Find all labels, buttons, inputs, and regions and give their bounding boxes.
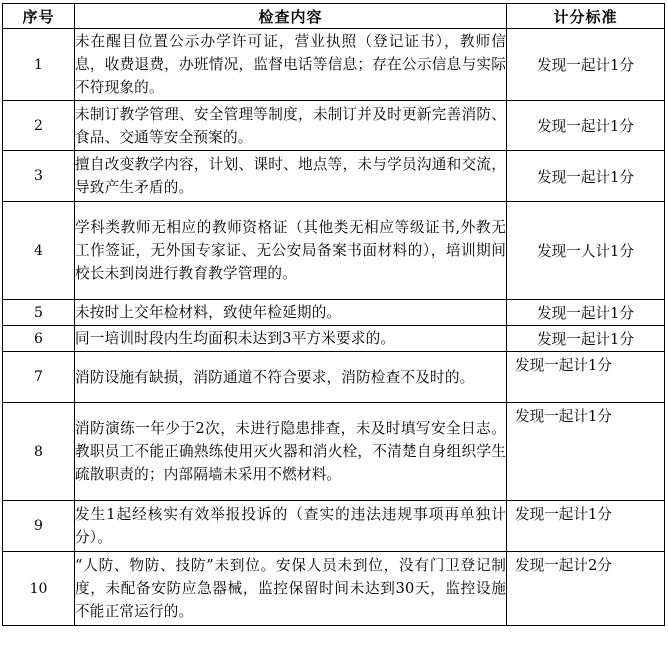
row-seq: 6 bbox=[3, 326, 75, 352]
header-score: 计分标准 bbox=[507, 4, 665, 29]
row-score: 发现一起计2分 bbox=[507, 552, 665, 626]
table-row bbox=[3, 151, 665, 202]
row-content: 未制订教学管理、安全管理等制度，未制订并及时更新完善消防、食品、交通等安全预案的。 bbox=[75, 101, 507, 151]
table-row bbox=[3, 29, 665, 101]
row-content: 擅自改变教学内容，计划、课时、地点等，未与学员沟通和交流，导致产生矛盾的。 bbox=[75, 151, 507, 202]
table-row bbox=[3, 101, 665, 151]
table-row bbox=[3, 552, 665, 626]
row-content: 发生1起经核实有效举报投诉的（查实的违法违规事项再单独计分）。 bbox=[75, 501, 507, 552]
row-seq: 4 bbox=[3, 202, 75, 300]
row-score: 发现一起计1分 bbox=[507, 403, 665, 501]
row-content: “人防、物防、技防”未到位。安保人员未到位，没有门卫登记制度，未配备安防应急器械，监控保留时间未达到30天，监控设施不能正常运行的。 bbox=[75, 552, 507, 626]
table-header-row bbox=[3, 4, 665, 29]
table-row bbox=[3, 326, 665, 352]
row-content: 同一培训时段内生均面积未达到3平方米要求的。 bbox=[75, 326, 507, 352]
row-seq: 1 bbox=[3, 29, 75, 101]
row-score: 发现一起计1分 bbox=[507, 101, 665, 151]
row-seq: 8 bbox=[3, 403, 75, 501]
header-content: 检查内容 bbox=[75, 4, 507, 29]
inspection-table bbox=[2, 3, 665, 626]
row-seq: 5 bbox=[3, 300, 75, 326]
row-score: 发现一起计1分 bbox=[507, 501, 665, 552]
row-seq: 10 bbox=[3, 552, 75, 626]
row-score: 发现一起计1分 bbox=[507, 300, 665, 326]
row-seq: 9 bbox=[3, 501, 75, 552]
row-seq: 7 bbox=[3, 352, 75, 403]
row-content: 消防设施有缺损，消防通道不符合要求，消防检查不及时的。 bbox=[75, 352, 507, 403]
row-score: 发现一起计1分 bbox=[507, 151, 665, 202]
row-content: 未按时上交年检材料，致使年检延期的。 bbox=[75, 300, 507, 326]
row-seq: 2 bbox=[3, 101, 75, 151]
row-content: 学科类教师无相应的教师资格证（其他类无相应等级证书,外教无工作签证，无外国专家证、无公安局备案书面材料的），培训期间校长未到岗进行教育教学管理的。 bbox=[75, 202, 507, 300]
row-score: 发现一起计1分 bbox=[507, 29, 665, 101]
table-row bbox=[3, 202, 665, 300]
header-seq: 序号 bbox=[3, 4, 75, 29]
table-row bbox=[3, 501, 665, 552]
table-row bbox=[3, 300, 665, 326]
row-score: 发现一人计1分 bbox=[507, 202, 665, 300]
table-row bbox=[3, 403, 665, 501]
row-score: 发现一起计1分 bbox=[507, 352, 665, 403]
row-score: 发现一起计1分 bbox=[507, 326, 665, 352]
row-content: 未在醒目位置公示办学许可证，营业执照（登记证书），教师信息，收费退费，办班情况，监督电话等信息；存在公示信息与实际不符现象的。 bbox=[75, 29, 507, 101]
row-seq: 3 bbox=[3, 151, 75, 202]
table-row bbox=[3, 352, 665, 403]
row-content: 消防演练一年少于2次，未进行隐患排查，未及时填写安全日志。教职员工不能正确熟练使用灭火器和消火栓，不清楚自身组织学生疏散职责的；内部隔墙未采用不燃材料。 bbox=[75, 403, 507, 501]
